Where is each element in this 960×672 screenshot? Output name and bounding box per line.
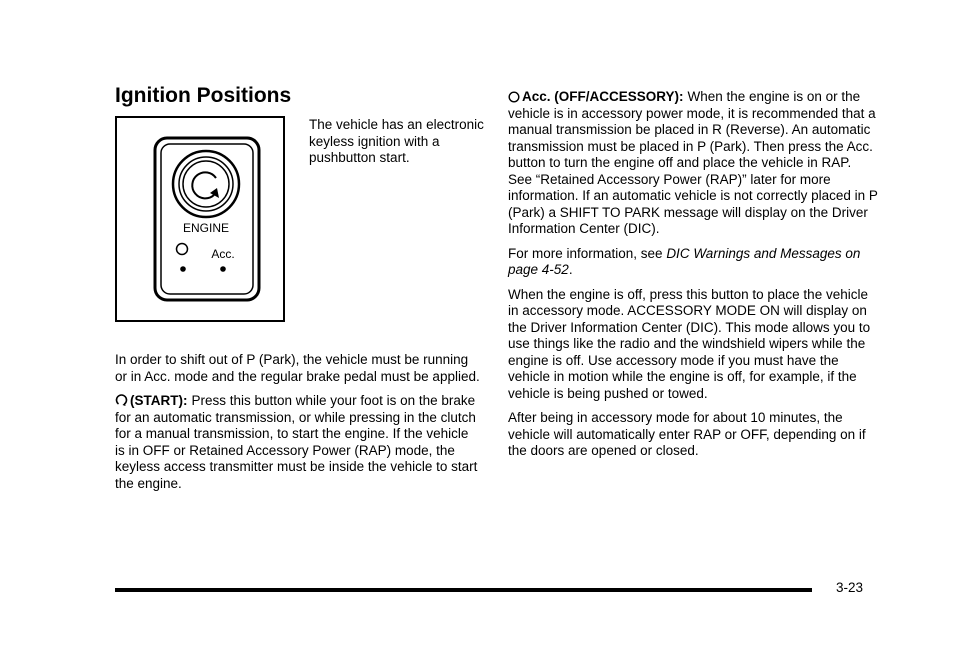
acc-paragraph: [508, 89, 878, 238]
page-number: 3-23: [836, 580, 864, 595]
engine-label: ENGINE: [182, 221, 230, 235]
start-paragraph: [115, 393, 480, 492]
acc-circle-icon-inline: [508, 91, 520, 103]
acc-text: When the engine is on or the vehicle is in accessory power mode, it is recommended that a manual transmission be placed in R (Reverse). An automatic transmission must be placed in P (Park). Then press the Acc. button to turn the engine off and place the vehicle in RAP. See “Retained Accessory Power (RAP)” later for more information. If an automatic vehicle is not correctly placed in P (Park) a SHIFT TO PARK message will display on the Driver Information Center (DIC).: [508, 89, 878, 236]
engine-indicator-dot: [180, 266, 186, 272]
start-text: Press this button while your foot is on the brake for an automatic transmission, or while pressing in the clutch for a manual transmission, to start the engine. If the vehicle is in OFF or Retained Accessory Power (RAP) mode, the keyless access transmitter must be inside the vehicle to start the engine.: [115, 393, 478, 491]
acc-indicator-dot: [220, 266, 226, 272]
start-button: [173, 151, 239, 217]
acc-label: Acc.: [211, 247, 235, 261]
start-key-icon: [115, 393, 128, 407]
more-info-suffix: .: [568, 262, 573, 277]
ignition-panel-illustration: [117, 118, 283, 320]
start-arrow-icon: [192, 172, 219, 198]
intro-paragraph: The vehicle has an electronic keyless ignition with a pushbutton start.: [309, 117, 484, 165]
left-column: [115, 352, 480, 500]
page-title: Ignition Positions: [115, 84, 292, 107]
more-info-paragraph: [508, 246, 878, 279]
dic-warnings-link[interactable]: DIC Warnings and Messages on page 4-52: [508, 245, 861, 277]
park-shift-paragraph: In order to shift out of P (Park), the vehicle must be running or in Acc. mode and the regular brake pedal must be applied.: [115, 352, 480, 384]
start-label: (START):: [130, 393, 188, 408]
footer-rule: [115, 588, 812, 592]
accessory-mode-paragraph: When the engine is off, press this button to place the vehicle in accessory mode. ACCESSORY MODE ON will display on the Driver Information Center (DIC). This mode allows you to use things like the radio and the windshield wipers while the engine is off. Use accessory mode if you must have the vehicle in motion while the engine is off, for example, if the vehicle is being pushed or towed.: [508, 286, 871, 401]
ignition-figure: [115, 116, 285, 322]
acc-label: Acc. (OFF/ACCESSORY):: [522, 89, 684, 104]
more-info-prefix: For more information, see: [508, 245, 667, 261]
right-column: [508, 89, 878, 468]
rap-paragraph: After being in accessory mode for about 10 minutes, the vehicle will automatically enter RAP or OFF, depending on if the doors are opened or closed.: [508, 410, 866, 458]
acc-circle-icon: [177, 244, 188, 255]
